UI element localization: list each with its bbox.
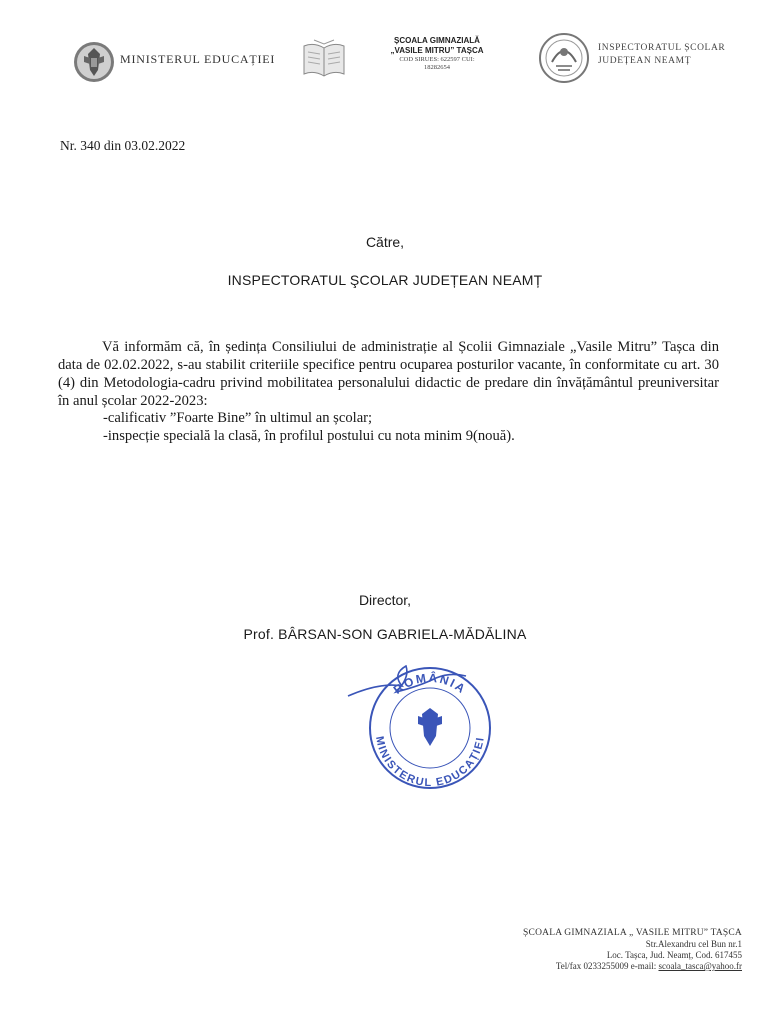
stamp-coat-of-arms-icon: [418, 708, 442, 746]
footer-locality: Loc. Tașca, Jud. Neamț, Cod. 617455: [606, 950, 742, 960]
registration-number: Nr. 340 din 03.02.2022: [60, 138, 186, 153]
school-name-line1: ȘCOALA GIMNAZIALĂ: [394, 36, 480, 45]
stamp-bottom-text: MINISTERUL EDUCAȚIEI: [373, 735, 487, 790]
signature-name: Prof. BÂRSAN-SON GABRIELA-MĂDĂLINA: [243, 626, 527, 642]
isj-name-line2: JUDEȚEAN NEAMȚ: [598, 56, 692, 66]
letterhead: [0, 30, 770, 100]
ministry-name: MINISTERUL EDUCAȚIEI: [120, 52, 276, 66]
footer-email-link[interactable]: scoala_tasca@yahoo.fr: [658, 961, 742, 971]
footer-contact: [523, 961, 742, 972]
to-label: Către,: [365, 234, 405, 250]
footer-phone: Tel/fax 0233255009 e-mail:: [555, 961, 659, 971]
open-book-icon: [300, 38, 348, 82]
stamp-top-text: ROMÂNIA: [390, 670, 470, 697]
isj-name: [598, 42, 725, 68]
recipient: INSPECTORATUL ŞCOLAR JUDEȚEAN NEAMȚ: [227, 272, 543, 288]
criterion-1: -calificativ ”Foarte Bine” în ultimul an școlar;: [103, 410, 373, 426]
romanian-coat-of-arms-icon: [72, 40, 116, 84]
criterion-2: -inspecție specială la clasă, în profilul postului cu nota minim 9(nouă).: [103, 428, 515, 444]
school-codes: COD SIRUES: 622597 CUI:: [399, 56, 475, 63]
school-cui: 18282654: [424, 64, 450, 71]
footer-school-name: ȘCOALA GIMNAZIALA „ VASILE MITRU” TAȘCA: [523, 928, 742, 938]
footer-address: [523, 928, 742, 972]
school-name-line2: „VASILE MITRU” TAȘCA: [390, 46, 484, 55]
footer-street: Str.Alexandru cel Bun nr.1: [645, 939, 742, 949]
signature-title: Director,: [358, 592, 412, 608]
isj-emblem-icon: [538, 32, 590, 84]
paragraph-text: Vă informăm că, în ședința Consiliului de administrație al Școlii Gimnaziale „Vasile Mitru” Tașca din data de 02.02.2022, s-au stabilit criteriile specifice pentru ocuparea posturilor vacante, în conformitate cu art. 30 (4) din Metodologia-cadru privind mobilitatea personalului didactic de predare din învățământul preuniversitar în anul școlar 2022-2023:: [58, 339, 719, 409]
isj-name-line1: INSPECTORATUL ȘCOLAR: [598, 43, 726, 53]
school-header: [356, 36, 518, 72]
official-stamp: [340, 652, 520, 792]
main-paragraph: [58, 338, 719, 410]
